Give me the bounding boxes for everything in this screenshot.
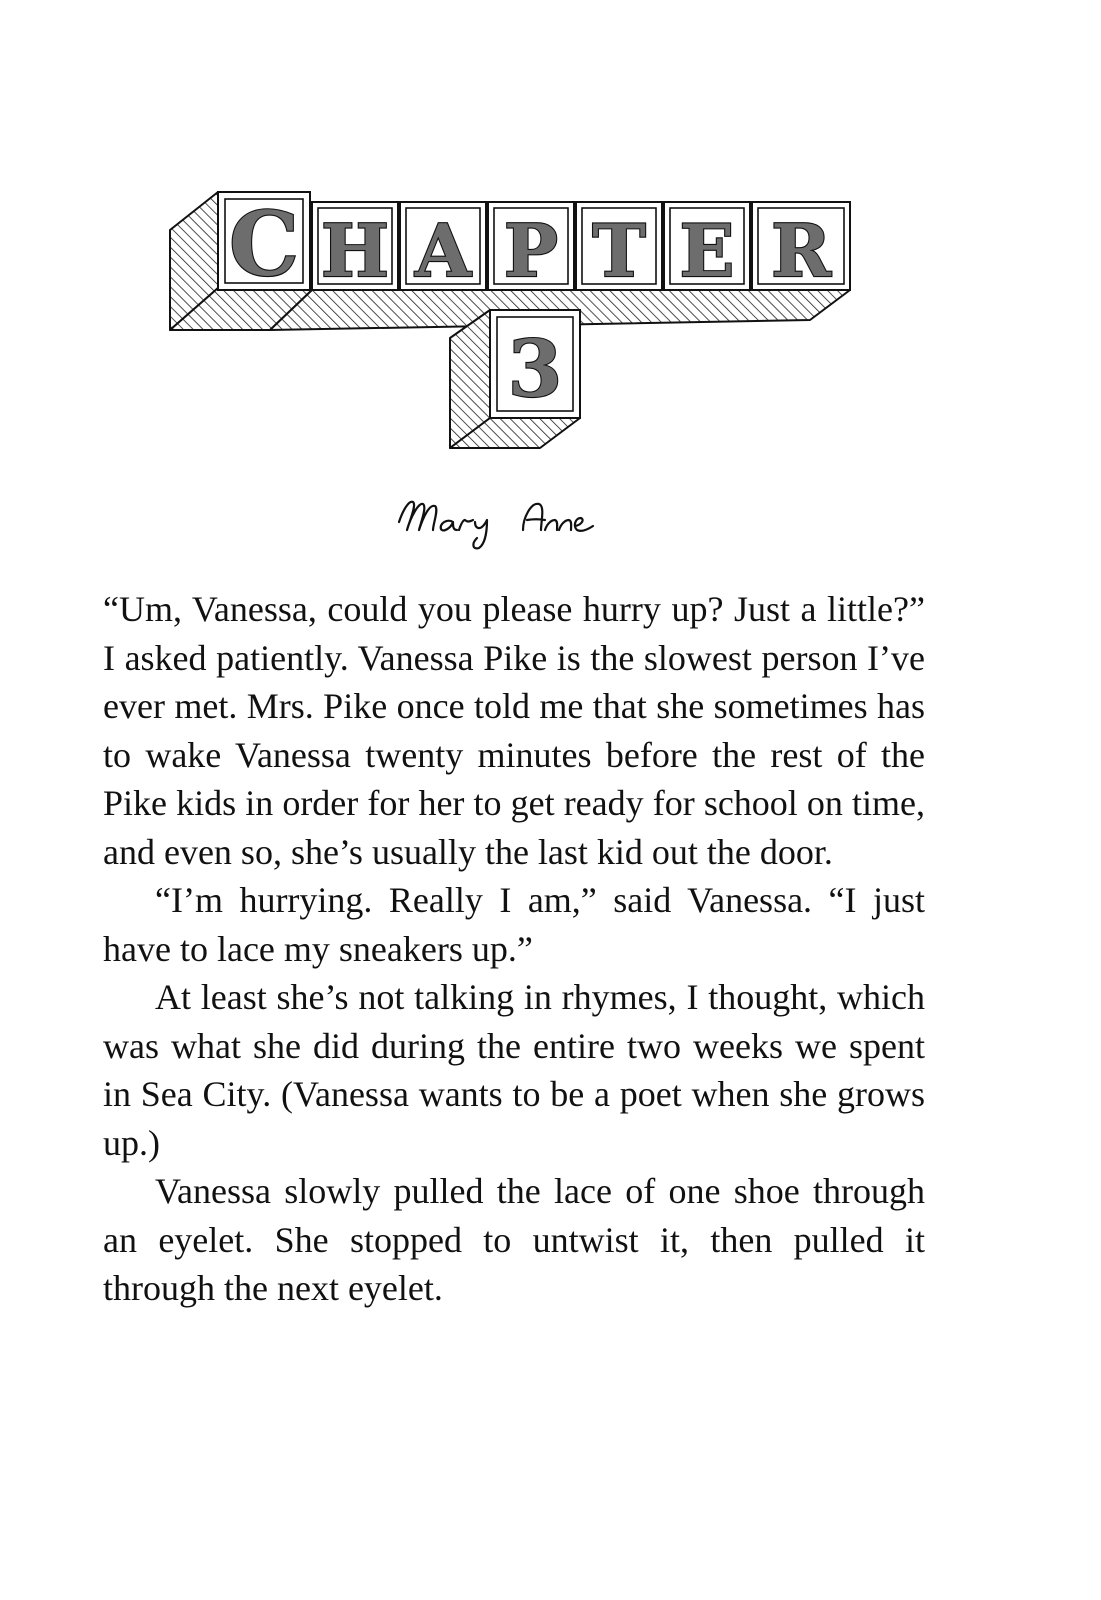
paragraph: “Um, Vanessa, could you please hurry up? Just a little?” I asked patiently. Vanessa Pike is the slowest person I’ve ever met. Mrs. Pike once told me that she sometimes has to wake Vanessa twenty minutes before the rest of the Pike kids in order for her to get ready for school on time, and even so, she’s usually the last kid out the door. bbox=[103, 589, 925, 872]
svg-text:A: A bbox=[415, 208, 471, 293]
svg-text:R: R bbox=[771, 208, 831, 293]
paragraph: At least she’s not talking in rhymes, I thought, which was what she did during the entire two weeks we spent in Sea City. (Vanessa wants to be a poet when she grows up.) bbox=[103, 977, 925, 1163]
svg-text:H: H bbox=[320, 208, 390, 293]
letter-block-p bbox=[488, 202, 574, 293]
letter-block-h bbox=[312, 202, 398, 293]
letter-block-t bbox=[576, 202, 662, 293]
narrator-signature bbox=[395, 492, 645, 552]
letter-block-r bbox=[752, 202, 850, 293]
svg-text:E: E bbox=[679, 208, 735, 293]
letter-block-c bbox=[218, 192, 310, 296]
letter-block-a bbox=[400, 202, 486, 293]
letter-block-e bbox=[664, 202, 750, 293]
chapter-heading bbox=[160, 178, 880, 468]
paragraph: Vanessa slowly pulled the lace of one shoe through an eyelet. She stopped to untwist it, then pulled it through the next eyelet. bbox=[103, 1171, 925, 1308]
paragraph: “I’m hurrying. Really I am,” said Vanessa. “I just have to lace my sneakers up.” bbox=[103, 880, 925, 969]
chapter-number: 3 bbox=[507, 324, 563, 415]
svg-text:T: T bbox=[592, 208, 646, 293]
chapter-number-block bbox=[490, 310, 580, 418]
svg-text:P: P bbox=[503, 208, 559, 293]
svg-text:C: C bbox=[228, 192, 300, 296]
chapter-body bbox=[103, 585, 925, 1313]
